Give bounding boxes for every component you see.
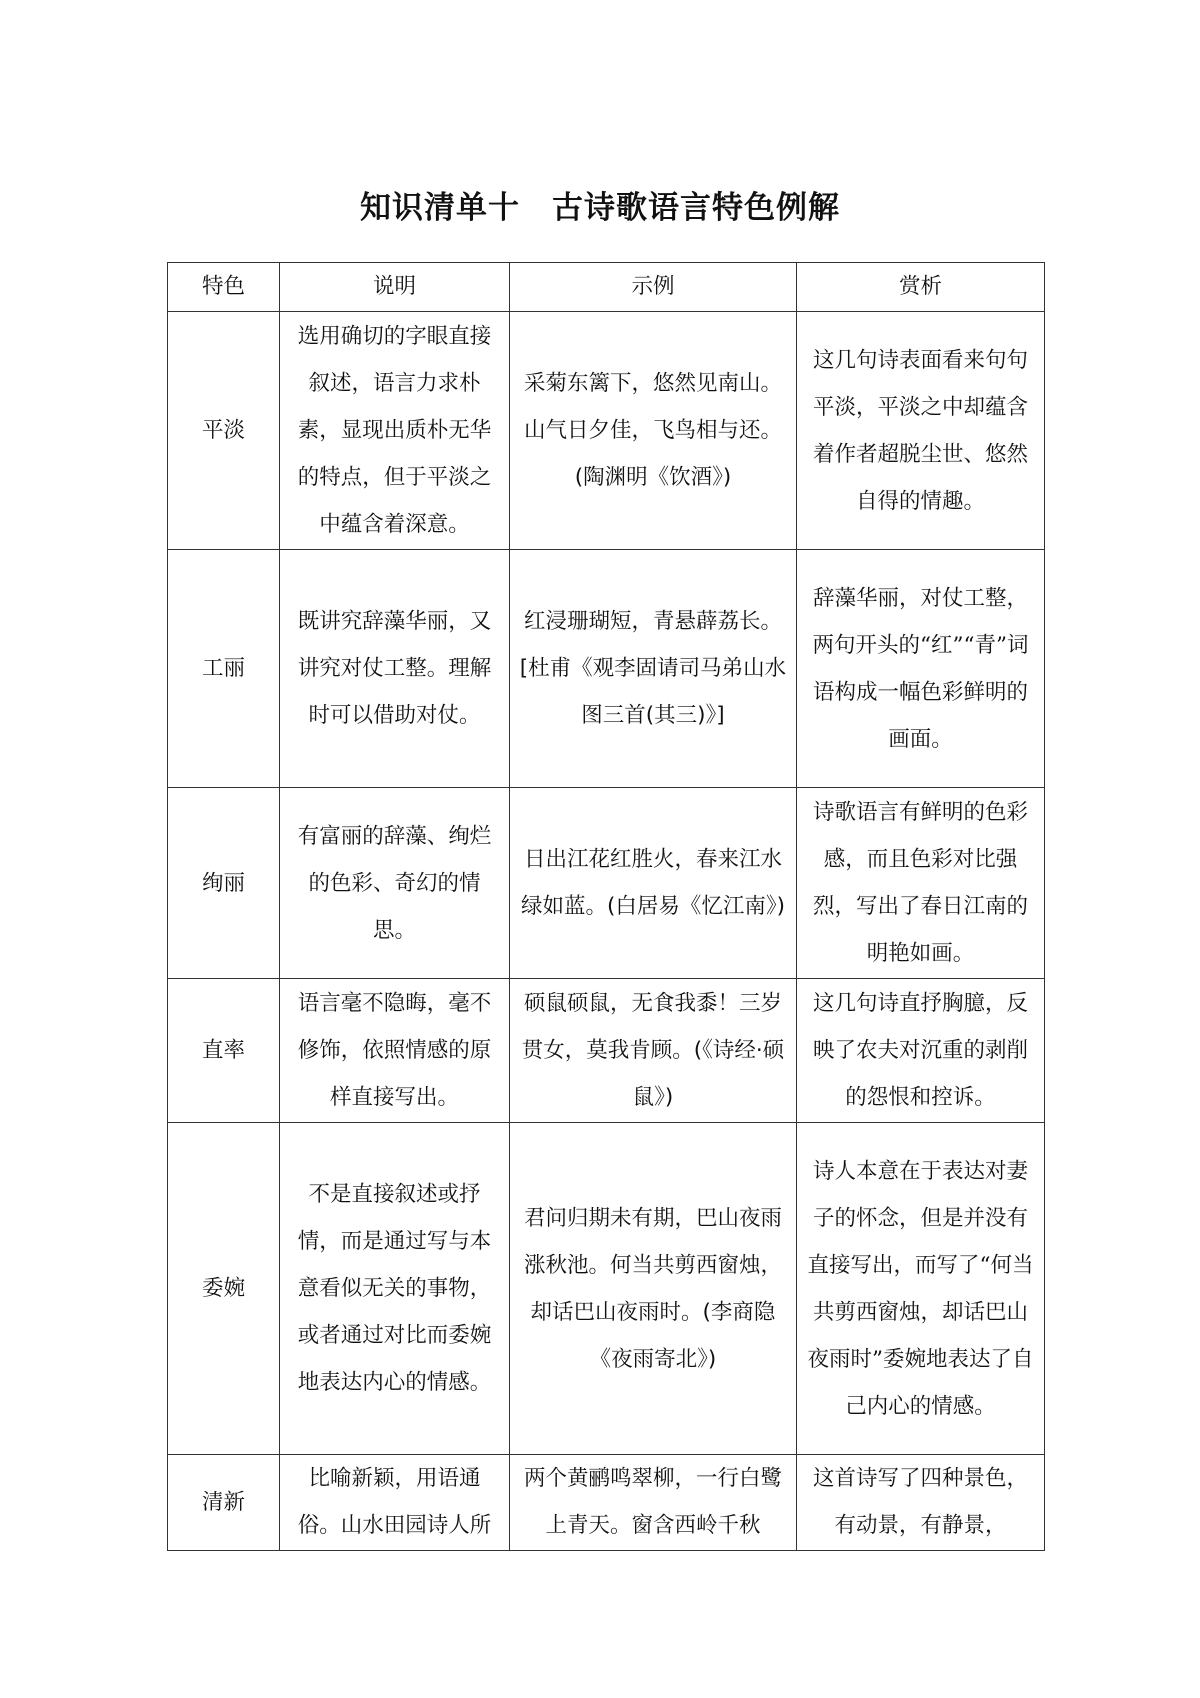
explanation-cell: 比喻新颖，用语通俗。山水田园诗人所	[280, 1455, 510, 1551]
table-header-row	[168, 263, 1045, 312]
page-title: 知识清单十 古诗歌语言特色例解	[360, 190, 840, 226]
analysis-cell: 诗歌语言有鲜明的色彩感，而且色彩对比强烈，写出了春日江南的明艳如画。	[797, 788, 1045, 979]
analysis-cell: 诗人本意在于表达对妻子的怀念，但是并没有直接写出，而写了“何当共剪西窗烛，却话巴山夜雨时”委婉地表达了自己内心的情感。	[797, 1123, 1045, 1455]
feature-cell: 直率	[168, 979, 280, 1123]
feature-cell: 绚丽	[168, 788, 280, 979]
header-example: 示例	[510, 263, 797, 312]
example-cell: 君问归期未有期，巴山夜雨涨秋池。何当共剪西窗烛，却话巴山夜雨时。(李商隐《夜雨寄北》)	[510, 1123, 797, 1455]
feature-cell: 平淡	[168, 312, 280, 550]
example-cell: 采菊东篱下，悠然见南山。山气日夕佳，飞鸟相与还。(陶渊明《饮酒》)	[510, 312, 797, 550]
explanation-cell: 有富丽的辞藻、绚烂的色彩、奇幻的情思。	[280, 788, 510, 979]
explanation-cell: 选用确切的字眼直接叙述，语言力求朴素，显现出质朴无华的特点，但于平淡之中蕴含着深意。	[280, 312, 510, 550]
example-cell: 两个黄鹂鸣翠柳，一行白鹭上青天。窗含西岭千秋	[510, 1455, 797, 1551]
table-row	[168, 550, 1045, 788]
header-explanation: 说明	[280, 263, 510, 312]
table-row	[168, 788, 1045, 979]
example-cell: 硕鼠硕鼠，无食我黍！三岁贯女，莫我肯顾。(《诗经·硕鼠》)	[510, 979, 797, 1123]
analysis-cell: 这首诗写了四种景色，有动景，有静景，	[797, 1455, 1045, 1551]
header-analysis: 赏析	[797, 263, 1045, 312]
table-row	[168, 979, 1045, 1123]
table-row	[168, 1123, 1045, 1455]
explanation-cell: 不是直接叙述或抒情，而是通过写与本意看似无关的事物，或者通过对比而委婉地表达内心的情感。	[280, 1123, 510, 1455]
explanation-cell: 既讲究辞藻华丽，又讲究对仗工整。理解时可以借助对仗。	[280, 550, 510, 788]
analysis-cell: 这几句诗表面看来句句平淡，平淡之中却蕴含着作者超脱尘世、悠然自得的情趣。	[797, 312, 1045, 550]
table-row	[168, 1455, 1045, 1551]
feature-cell: 清新	[168, 1455, 280, 1551]
analysis-cell: 辞藻华丽，对仗工整，两句开头的“红”“青”词语构成一幅色彩鲜明的画面。	[797, 550, 1045, 788]
feature-cell: 委婉	[168, 1123, 280, 1455]
header-feature: 特色	[168, 263, 280, 312]
example-cell: 红浸珊瑚短，青悬薜荔长。[杜甫《观李固请司马弟山水图三首(其三)》]	[510, 550, 797, 788]
language-features-table	[167, 262, 1045, 1551]
explanation-cell: 语言毫不隐晦，毫不修饰，依照情感的原样直接写出。	[280, 979, 510, 1123]
example-cell: 日出江花红胜火，春来江水绿如蓝。(白居易《忆江南》)	[510, 788, 797, 979]
analysis-cell: 这几句诗直抒胸臆，反映了农夫对沉重的剥削的怨恨和控诉。	[797, 979, 1045, 1123]
table-row	[168, 312, 1045, 550]
feature-cell: 工丽	[168, 550, 280, 788]
